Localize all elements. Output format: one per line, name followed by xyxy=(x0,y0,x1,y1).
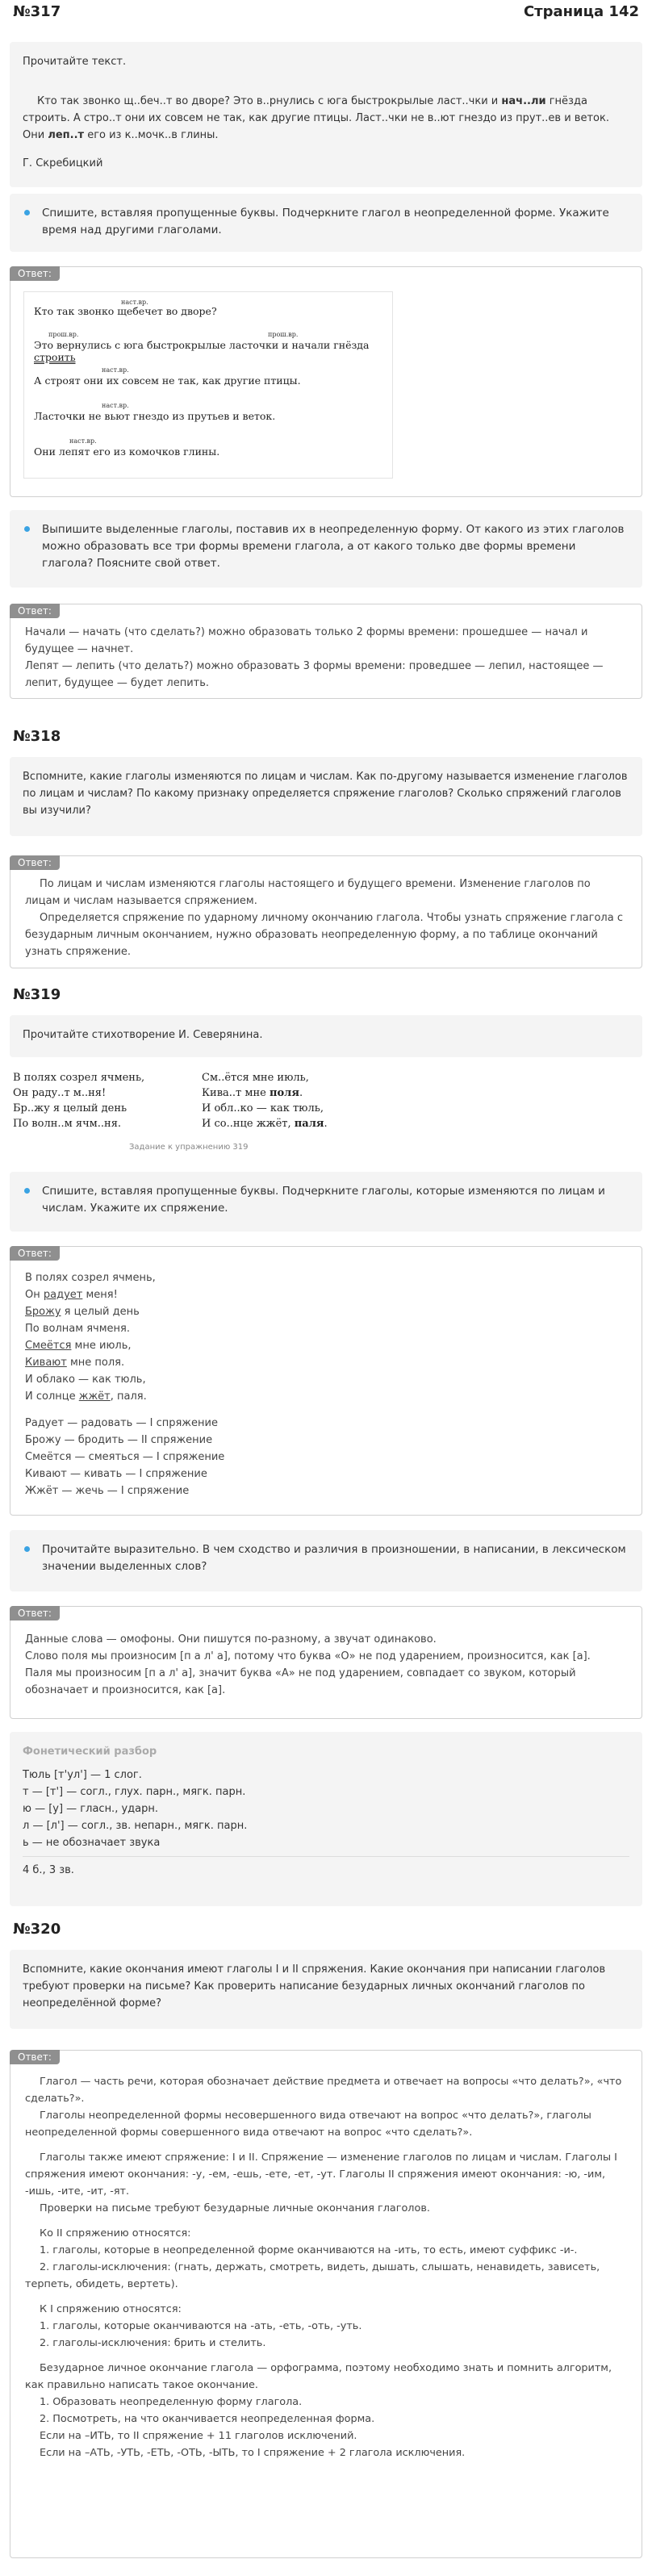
answer-label: Ответ: xyxy=(10,1606,60,1620)
bullet-icon xyxy=(24,526,30,532)
poem-illustration xyxy=(10,1065,366,1138)
question-318: Вспомните, какие глаголы изменяются по лицам и числам. Как по-другому называется изменение глаголов по лицам и числам? По какому признаку определяется спряжение глаголов? Сколько спряжений глаголов вы изучили? xyxy=(10,757,642,836)
answer-317-1 xyxy=(10,266,642,497)
conjugation-list: Радует — радовать — I спряжение Брожу — бродить — II спряжение Смеётся — смеяться — I спряжение Кивают — кивать — I спряжение Жжёт — жечь — I спряжение xyxy=(25,1417,225,1497)
page-number: Страница 142 xyxy=(523,3,639,20)
answer-320: Ответ: Глагол — часть речи, которая обозначает действие предмета и отвечает на вопросы «что делать?», «что сделать?». Глаголы неопределенной формы несовершенного вида отвечают на вопрос «что делать?», глаголы неопределенной формы совершенного вида отвечают на вопрос «что сделать?». Глаголы также имеют спряжение: I и II. Спряжение — изменение глаголов по лицам и числам. Глаголы I спряжения имеют окончания: -у, -ем, -ешь, -ете, -ет, -ут. Глаголы II спряжения имеют окончания: -ю, -им, -ишь, -ите, -ит, -ят. Проверки на письме требуют безударные личные окончания глаголов. Ко II спряжению относятся: 1. глаголы, которые в неопределенной форме оканчиваются на -ить, то есть, имеют суффикс -и-. 2. глаголы-исключения: (гнать, держать, смотреть, видеть, дышать, слышать, ненавидеть, зависеть, терпеть, обидеть, вертеть). К I спряжению относятся: 1. глаголы, которые оканчиваются на -ать, -еть, -оть, -уть. 2. глаголы-исключения: брить и стелить. Безударное личное окончание глагола — орфограмма, поэтому необходимо знать и помнить алгоритм, как правильно написать такое окончание. 1. Образовать неопределенную форму глагола. 2. Посмотреть, на что оканчивается неопределенная форма. Если на –ИТЬ, то II спряжение + 11 глаголов исключений. Если на –АТЬ, -УТЬ, -ЕТЬ, -ОТЬ, -ЫТЬ, то I спряжение + 2 глагола исключения. xyxy=(10,2050,642,2558)
poem-image xyxy=(10,1065,642,1160)
task-number-318: №318 xyxy=(13,728,61,745)
task-number-319: №319 xyxy=(13,986,61,1003)
image-caption: Задание к упражнению 319 xyxy=(129,1143,249,1152)
task-number-320: №320 xyxy=(13,1921,61,1938)
answer-319-2: Ответ: Данные слова — омофоны. Они пишутся по-разному, а звучат одинаково. Слово поля мы произносим [п а л' а], потому что буква «О» не под ударением, произносится, как [а]. Паля мы произносим [п а л' а], значит буква «А» не под ударением, совпадает со звуком, который обозначает и произносится, как [а]. xyxy=(10,1606,642,1719)
poem-answer: В полях созрел ячмень, Он радует меня! Брожу я целый день По волнам ячменя. Смеётся мне июль, Кивают мне поля. И облако — как тюль, И солнце жжёт, паля. xyxy=(25,1272,156,1403)
poem-left-column: В полях созрел ячмень, Он раду..т м..ня! Бр..жу я целый день По волн..м ячм..ня. xyxy=(13,1072,145,1130)
answer-label: Ответ: xyxy=(10,266,60,281)
task-317-2: Выпишите выделенные глаголы, поставив их в неопределенную форму. От какого из этих глаголов можно образовать все три формы времени глагола, а от какого только две формы времени глагола? Поясните свой ответ. xyxy=(10,510,642,588)
text-317: Кто так звонко щ..беч..т во дворе? Это в..рнулись с юга быстрокрылые ласт..чки и нач..ли гнёзда строить. А стро..т они их совсем не так, как другие птицы. Ласт..чки не в..ют гнездо из прут..ев и веток. Они леп..т его из к..мочк..в глины. xyxy=(23,95,609,141)
answer-318: Ответ: По лицам и числам изменяются глаголы настоящего и будущего времени. Изменение глаголов по лицам и числам называется спряжением. Определяется спряжение по ударному личному окончанию глагола. Чтобы узнать спряжение глагола с безударным личным окончанием, нужно образовать неопределенную форму, а по таблице окончаний узнать спряжение. xyxy=(10,855,642,968)
bullet-icon xyxy=(24,210,30,215)
poem-right-column: См..ётся мне июль, Кива..т мне поля. И обл..ко — как тюль, И со..нце жжёт, паля. xyxy=(202,1072,328,1130)
bullet-icon xyxy=(24,1546,30,1552)
task-number-317: №317 xyxy=(13,3,61,20)
task-319-1: Спишите, вставляя пропущенные буквы. Подчеркните глаголы, которые изменяются по лицам и числам. Укажите их спряжение. xyxy=(10,1172,642,1232)
bullet-icon xyxy=(24,1188,30,1194)
author: Г. Скребицкий xyxy=(23,157,103,169)
answer-label: Ответ: xyxy=(10,604,60,618)
answer-319-1 xyxy=(10,1246,642,1516)
phonetic-analysis: Фонетический разбор Тюль [т'ул'] — 1 слог. т — [т'] — согл., глух. парн., мягк. парн. ю — [у] — гласн., ударн. л — [л'] — согл., зв. непарн., мягк. парн. ь — не обозначает звука 4 б., 3 зв. xyxy=(10,1732,642,1906)
task-317-1: Спишите, вставляя пропущенные буквы. Подчеркните глагол в неопределенной форме. Укажите время над другими глаголами. xyxy=(10,194,642,252)
answer-label: Ответ: xyxy=(10,1246,60,1261)
answer-label: Ответ: xyxy=(10,855,60,870)
answer-label: Ответ: xyxy=(10,2050,60,2064)
handwritten-answer-image: наст.вр. Кто так звонко щебечет во дворе? прош.вр. прош.вр. Это вернулись с юга быстрокрылые ласточки и начали гнёзда строить наст.вр. А строят они их совсем не так, как другие птицы. наст.вр. Ласточки не вьют гнездо из прутьев и веток. наст.вр. Они лепят его из комочков глины. xyxy=(23,291,393,479)
task-319-2: Прочитайте выразительно. В чем сходство и различия в произношении, в написании, в лексическом значении выделенных слов? xyxy=(10,1530,642,1591)
read-box-319: Прочитайте стихотворение И. Северянина. xyxy=(10,1015,642,1057)
page-header xyxy=(13,0,639,23)
answer-317-2: Ответ: Начали — начать (что сделать?) можно образовать только 2 формы времени: прошедшее — начал и будущее — начнет. Лепят — лепить (что делать?) можно образовать 3 формы времени: проведшее — лепил, настоящее — лепит, будущее — будет лепить. xyxy=(10,604,642,699)
text-box-317 xyxy=(10,42,642,187)
read-prompt: Прочитайте текст. xyxy=(23,56,127,68)
phonetic-title: Фонетический разбор xyxy=(23,1746,157,1758)
question-320: Вспомните, какие окончания имеют глаголы I и II спряжения. Какие окончания при написании глаголов требуют проверки на письме? Как проверить написание безударных личных окончаний глаголов по неопределённой форме? xyxy=(10,1950,642,2029)
